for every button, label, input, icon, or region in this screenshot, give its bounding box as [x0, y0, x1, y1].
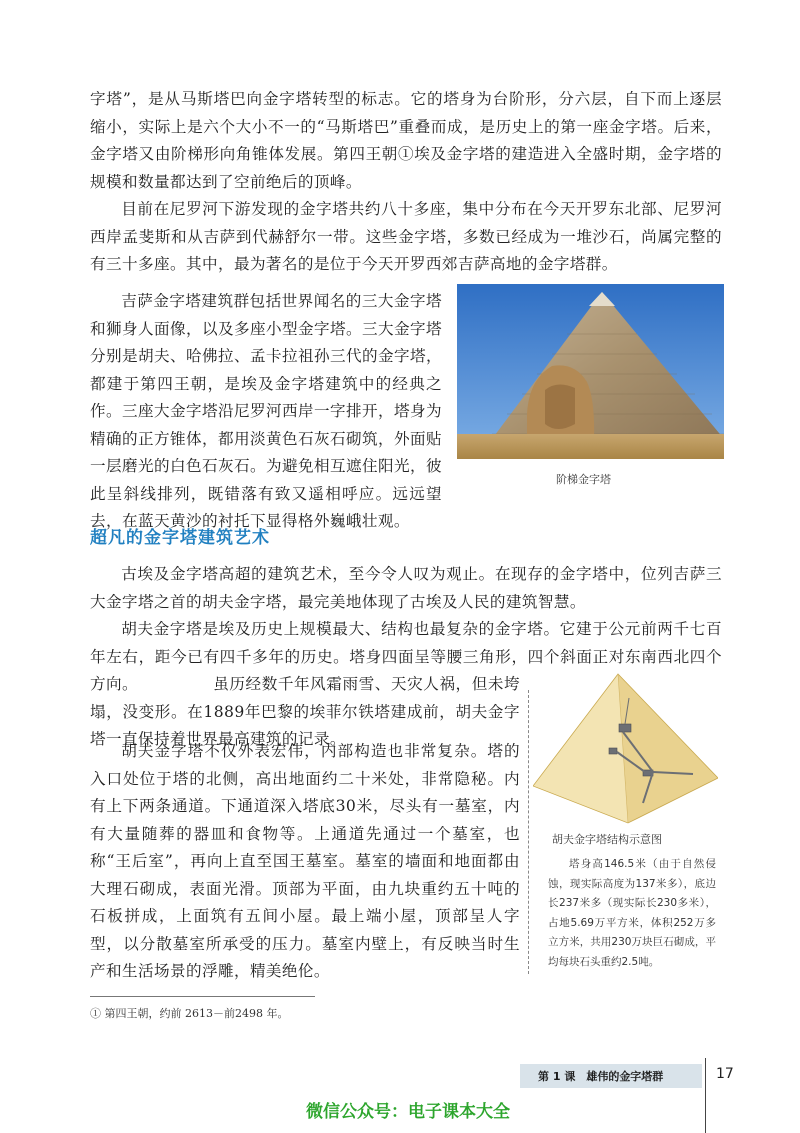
paragraph-5a: 胡夫金字塔是埃及历史上规模最大、结构也最复杂的金字塔。它建于公元前两千七百年左右，距今已有四千多年的历史。塔身四面呈等腰三角形，四个斜面正对东南西北四个方向。: [90, 620, 722, 693]
paragraph-5b: 虽历经数千年风霜雨雪、天灾人祸，但未垮塌，没变形。在1889年巴黎的埃菲尔铁塔建成前，胡夫金字塔一直保持着世界最高建筑的记录。: [90, 675, 520, 748]
photo-caption: 阶梯金字塔: [556, 473, 611, 486]
footnote-rule: [90, 996, 315, 997]
footer-lesson-title: 第 1 课 雄伟的金字塔群: [538, 1070, 664, 1083]
footer-divider: [705, 1058, 706, 1133]
section-title: 超凡的金字塔建筑艺术: [90, 528, 270, 548]
pyramid-sphinx-photo: [457, 284, 724, 459]
page-number: 17: [716, 1066, 734, 1082]
sidebar-divider: [528, 690, 529, 974]
paragraph-3: 吉萨金字塔建筑群包括世界闻名的三大金字塔和狮身人面像，以及多座小型金字塔。三大金字塔分别是胡夫、哈佛拉、孟卡拉祖孙三代的金字塔，都建于第四王朝，是埃及金字塔建筑中的经典之作。三座大金字塔沿尼罗河西岸一字排开，塔身为精确的正方锥体，都用淡黄色石灰石砌筑，外面贴一层磨光的白色石灰石。为避免相互遮住阳光，彼此呈斜线排列，既错落有致又遥相呼应。远远望去，在蓝天黄沙的衬托下显得格外巍峨壮观。: [90, 292, 442, 530]
paragraph-6: 胡夫金字塔不仅外表宏伟，内部构造也非常复杂。塔的入口处位于塔的北侧，高出地面约二十米处，非常隐秘。内有上下两条通道。下通道深入塔底30米，尽头有一墓室，内有大量随葬的器皿和食物等。上通道先通过一个墓室，也称“王后室”，再向上直至国王墓室。墓室的墙面和地面都由大理石砌成，表面光滑。顶部为平面，由九块重约五十吨的石板拼成，上面筑有五间小屋。最上端小屋，顶部呈人字型，以分散墓室所承受的压力。墓室内壁上，有反映当时生产和生活场景的浮雕，精美绝伦。: [90, 742, 520, 980]
paragraph-4: 古埃及金字塔高超的建筑艺术，至今令人叹为观止。在现存的金字塔中，位列吉萨三大金字塔之首的胡夫金字塔，最完美地体现了古埃及人民的建筑智慧。: [90, 565, 722, 611]
watermark: 微信公众号：电子课本大全: [306, 1102, 510, 1122]
paragraph-2: 目前在尼罗河下游发现的金字塔共约八十多座，集中分布在今天开罗东北部、尼罗河西岸孟斐斯和从吉萨到代赫舒尔一带。这些金字塔，多数已经成为一堆沙石，尚属完整的有三十多座。其中，最为著名的是位于今天开罗西郊吉萨高地的金字塔群。: [90, 200, 722, 273]
diagram-caption: 胡夫金字塔结构示意图: [552, 833, 662, 846]
footnote: ① 第四王朝，约前 2613－前2498 年。: [90, 1007, 289, 1020]
diagram-note: 塔身高146.5米（由于自然侵蚀，现实际高度为137米多），底边长237米多（现实际长230多米），占地5.69万平方米，体积252万多立方米，共用230万块巨石砌成，平均每块石头重约2.5吨。: [548, 858, 716, 968]
khufu-pyramid-diagram: [533, 668, 718, 828]
paragraph-1: 字塔”，是从马斯塔巴向金字塔转型的标志。它的塔身为台阶形，分六层，自下而上逐层缩小，实际上是六个大小不一的“马斯塔巴”重叠而成，是历史上的第一座金字塔。后来，金字塔又由阶梯形向角锥体发展。第四王朝①埃及金字塔的建造进入全盛时期，金字塔的规模和数量都达到了空前绝后的顶峰。: [90, 90, 722, 191]
